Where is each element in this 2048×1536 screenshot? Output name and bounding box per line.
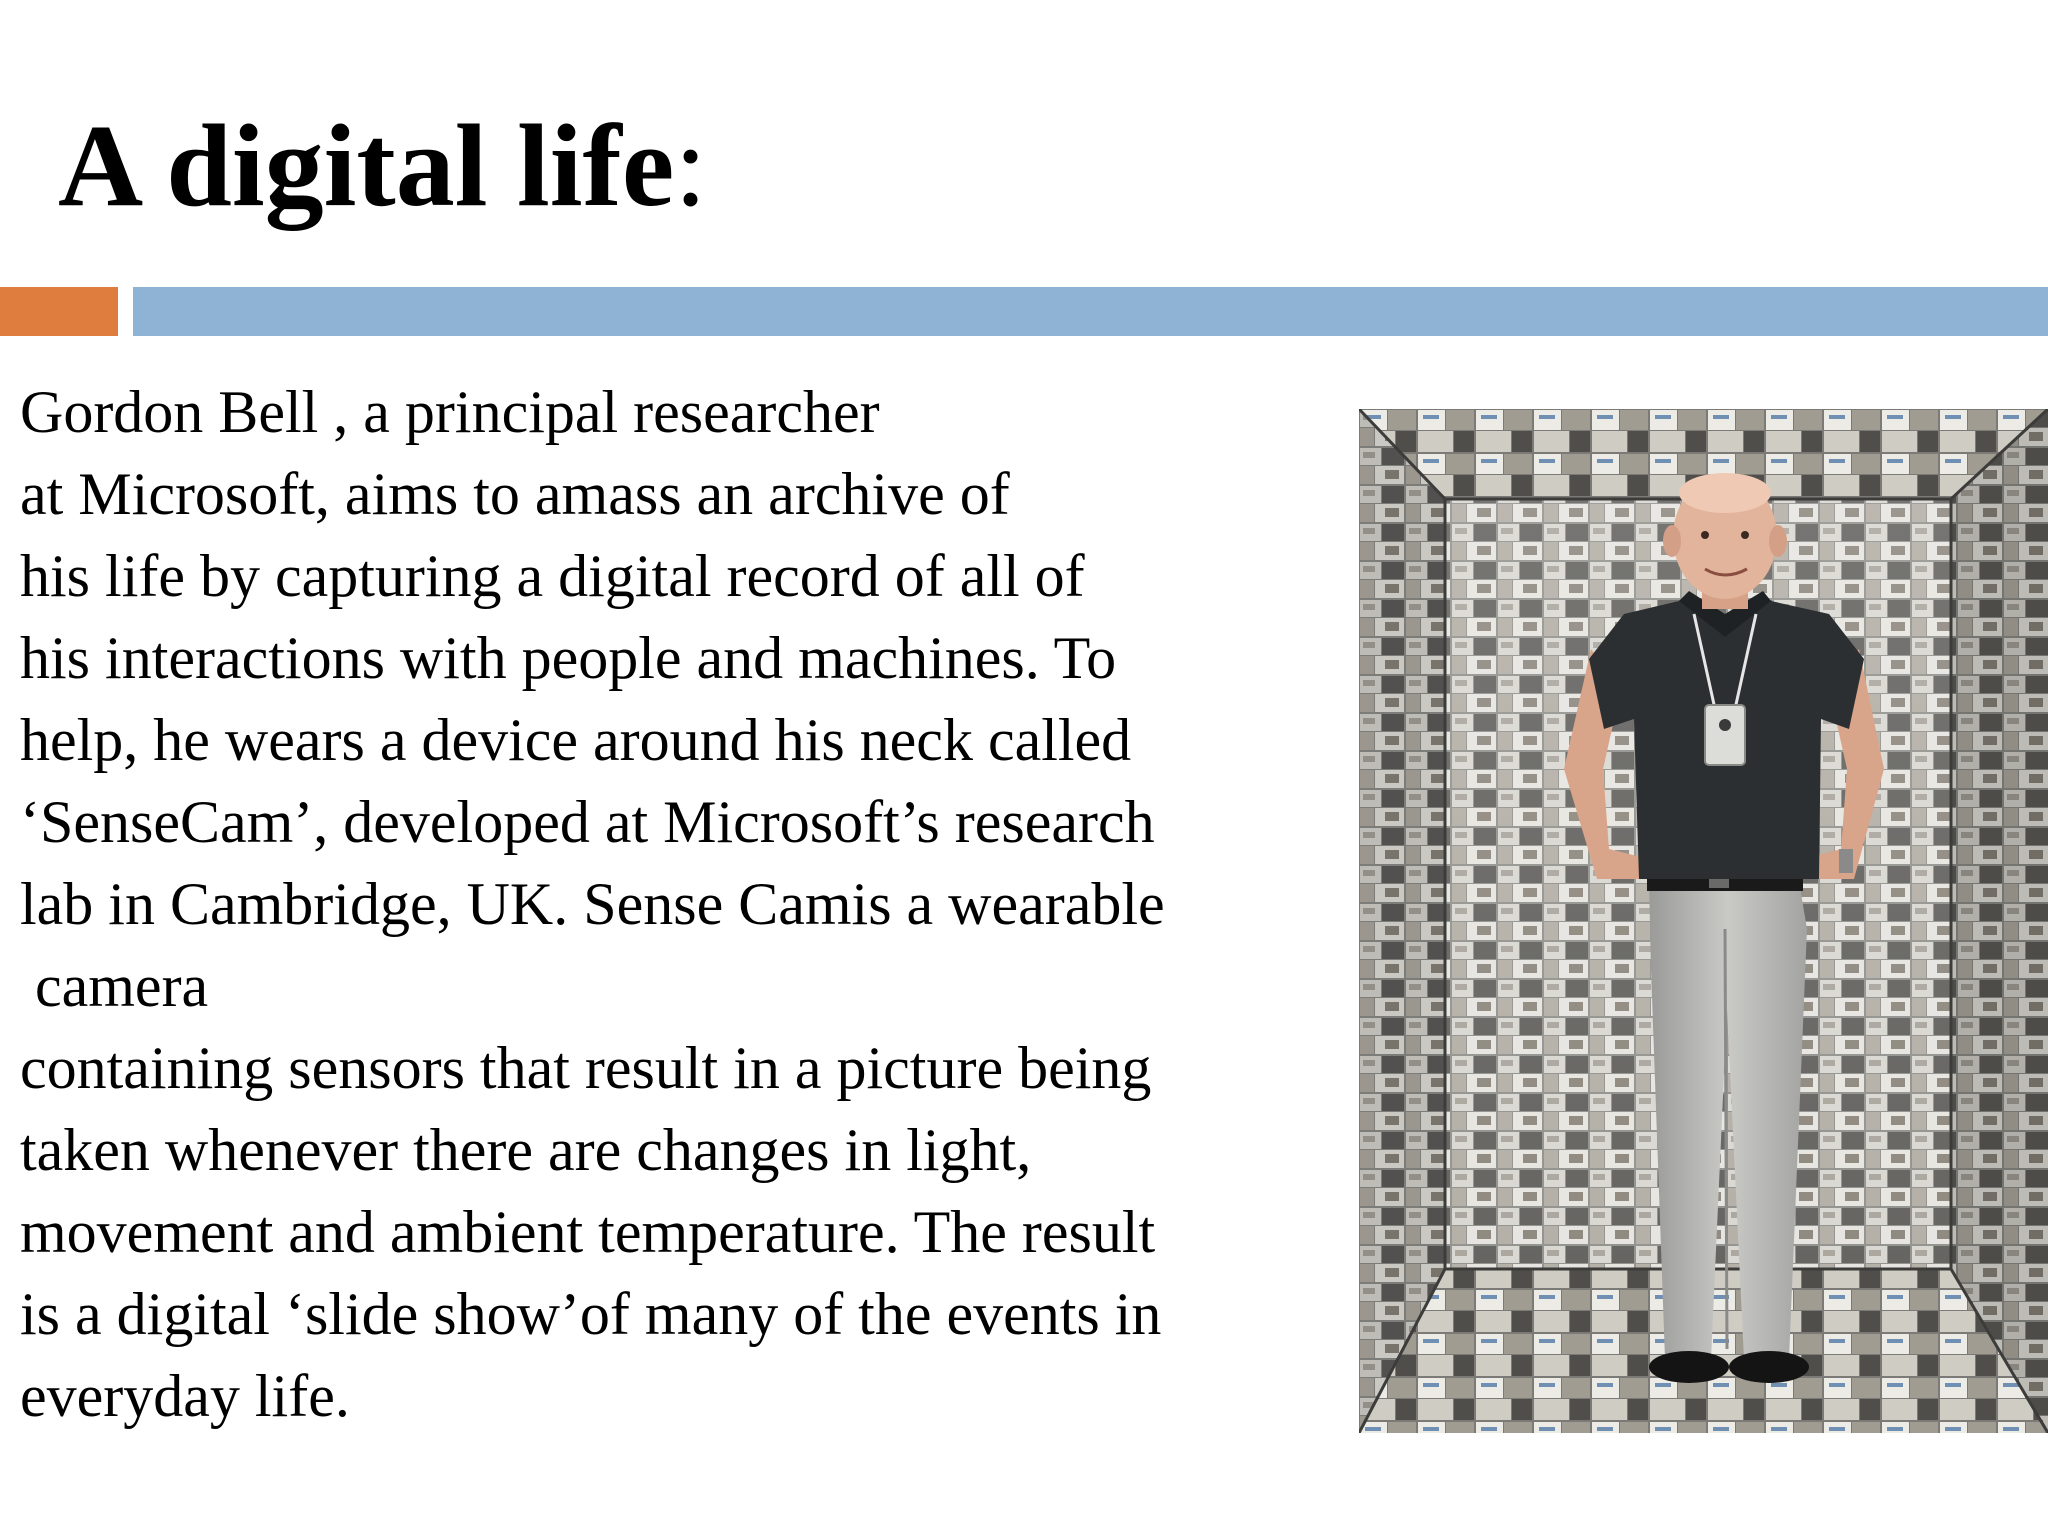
slide-title-colon: : (674, 100, 708, 231)
body-line: at Microsoft, aims to amass an archive of (20, 461, 1010, 527)
accent-bar-orange (0, 287, 118, 336)
body-line: ‘SenseCam’, developed at Microsoft’s research (20, 789, 1155, 855)
body-line: help, he wears a device around his neck called (20, 707, 1132, 773)
body-line: taken whenever there are changes in light, (20, 1117, 1032, 1183)
body-line: camera (20, 953, 209, 1019)
body-line: his interactions with people and machines. To (20, 625, 1117, 691)
body-line: containing sensors that result in a picture being (20, 1035, 1152, 1101)
body-line: everyday life. (20, 1363, 350, 1429)
gordon-bell-photo (1359, 409, 2048, 1433)
body-text (20, 371, 1350, 1437)
body-line: Gordon Bell , a principal researcher (20, 379, 880, 445)
slide-title (58, 96, 707, 236)
body-line: movement and ambient temperature. The result (20, 1199, 1156, 1265)
accent-bar-blue (133, 287, 2048, 336)
body-line: his life by capturing a digital record of all of (20, 543, 1085, 609)
slide-title-main: A digital life (58, 100, 675, 231)
body-line: lab in Cambridge, UK. Sense Camis a wearable (20, 871, 1165, 937)
body-line: is a digital ‘slide show’of many of the events in (20, 1281, 1162, 1347)
